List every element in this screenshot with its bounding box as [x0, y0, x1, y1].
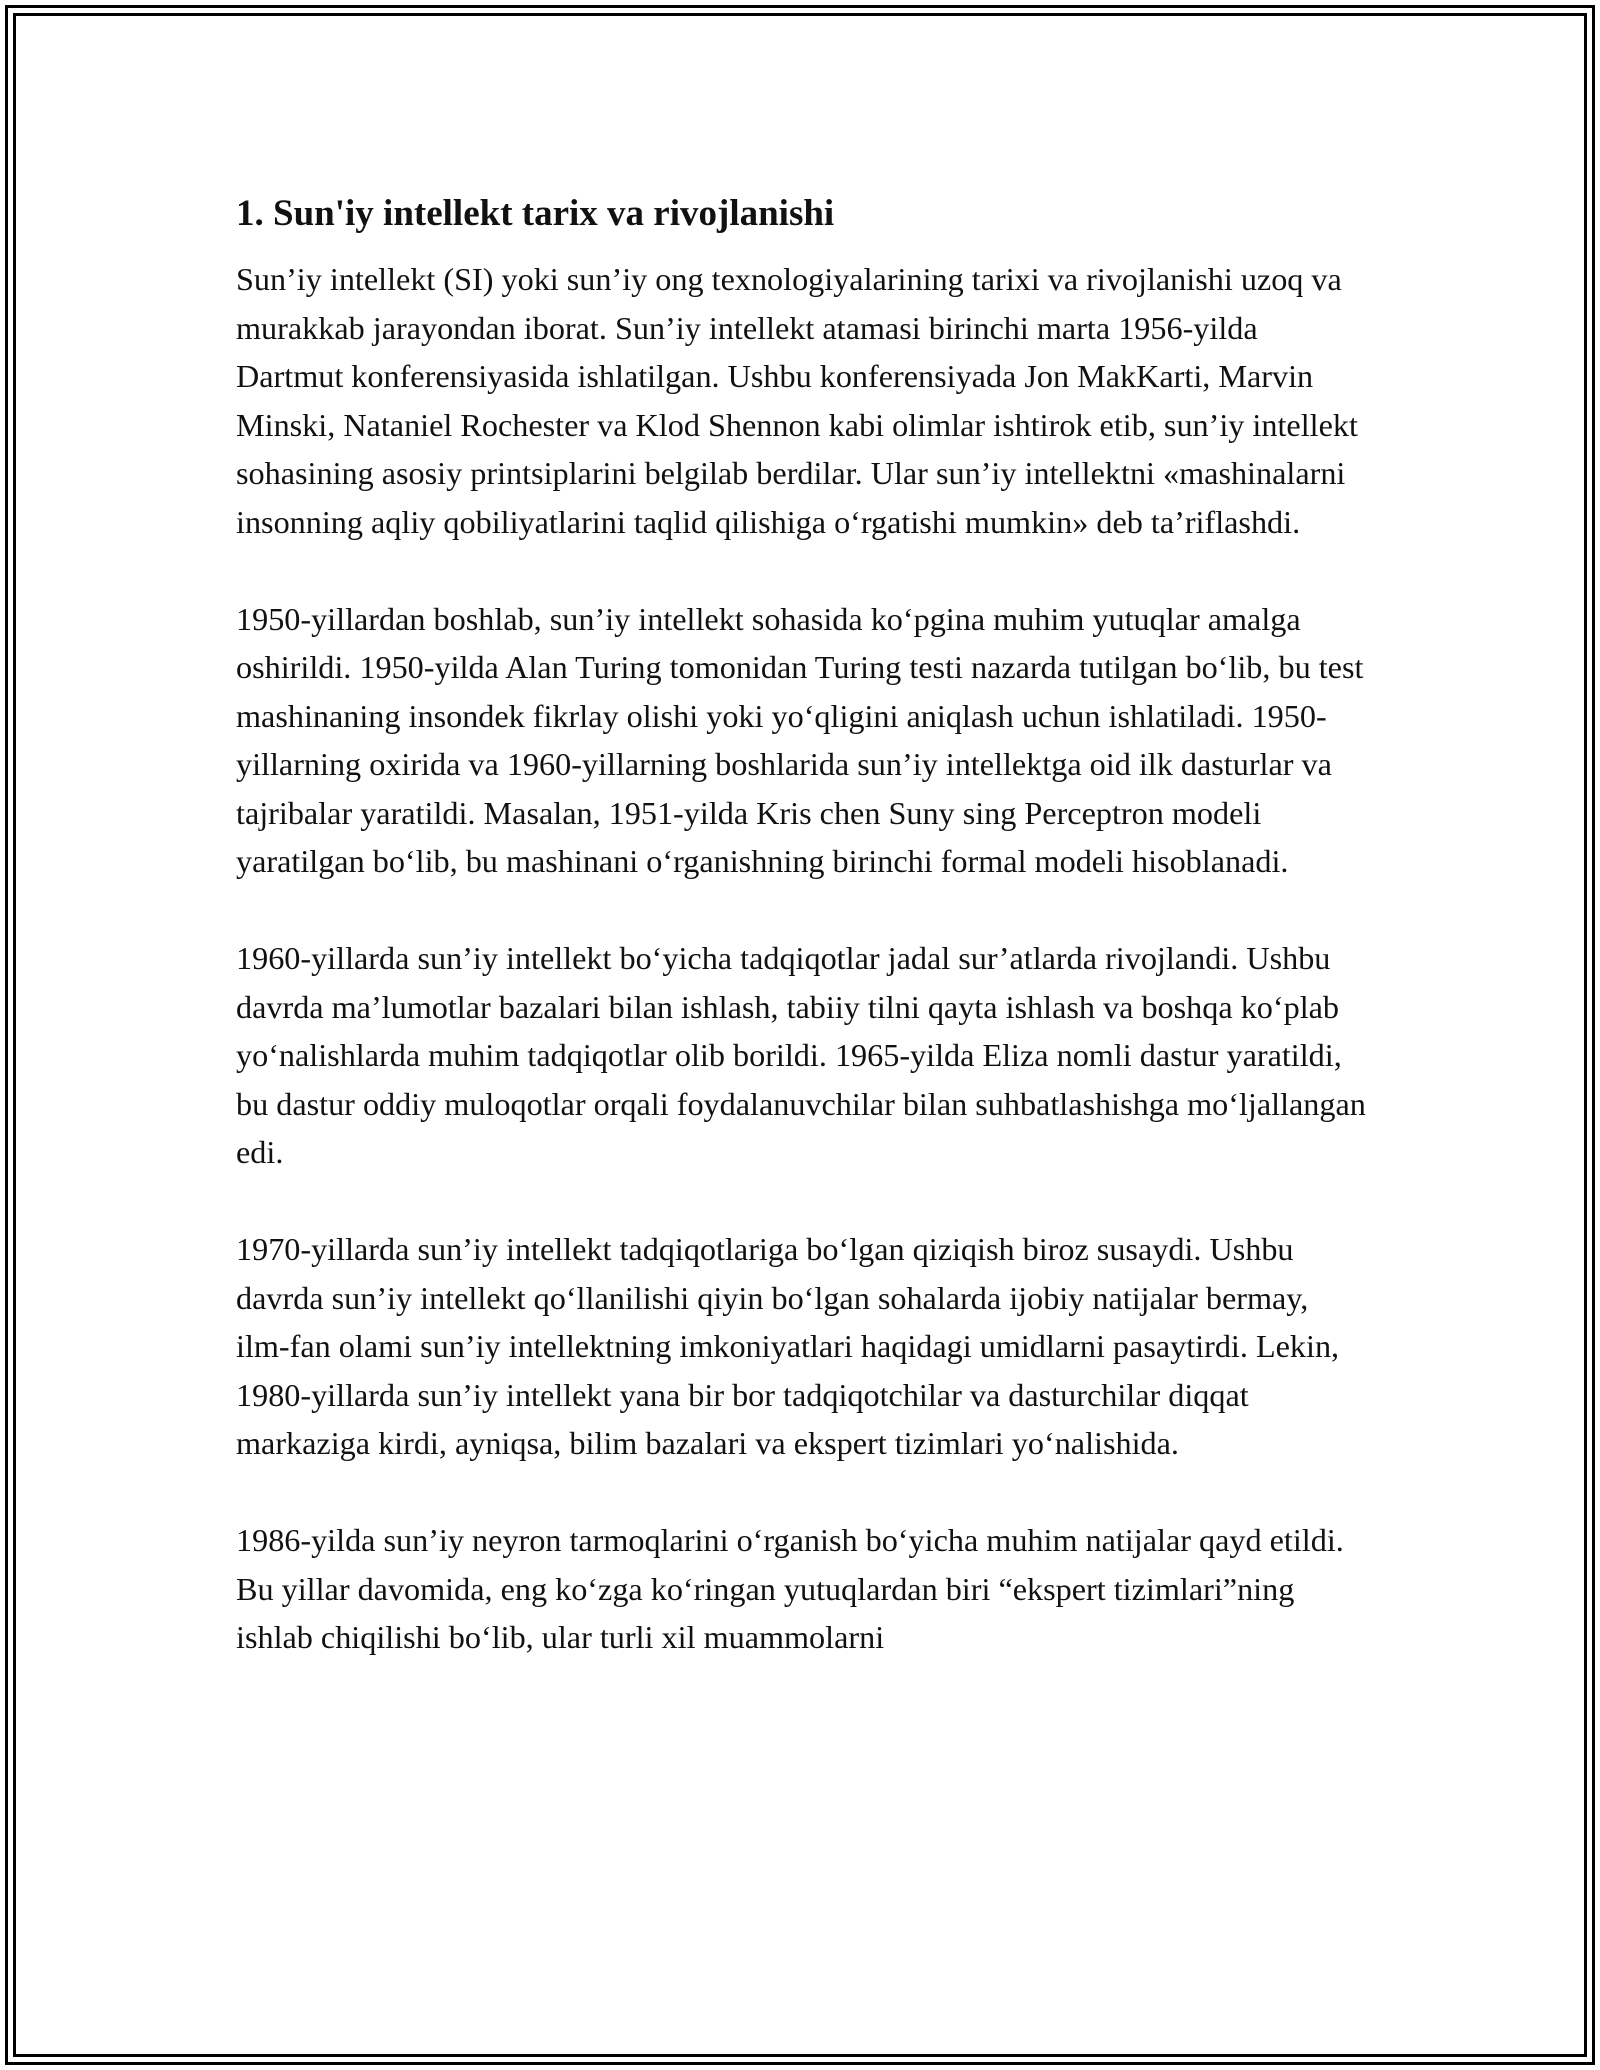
paragraph-2: 1950-yillardan boshlab, sun’iy intellekt sohasida ko‘pgina muhim yutuqlar amalga oshirildi. 1950-yilda Alan Turing tomonidan Turing testi nazarda tutilgan bo‘lib, bu test mashinaning insondek fikrlay olishi yoki yo‘qligini aniqlash uchun ishlatiladi. 1950-yillarning oxirida va 1960-yillarning boshlarida sun’iy intellektga oid ilk dasturlar va tajribalar yaratildi. Masalan, 1951-yilda Kris chen Suny sing Perceptron modeli yaratilgan bo‘lib, bu mashinani o‘rganishning birinchi formal modeli hisoblanadi. [236, 600, 1364, 879]
paragraph-5: 1986-yilda sun’iy neyron tarmoqlarini o‘rganish bo‘yicha muhim natijalar qayd etildi. Bu yillar davomida, eng ko‘zga ko‘ringan yutuqlardan biri “ekspert tizimlari”ning ishlab chiqilishi bo‘lib, ular turli xil muammolarni [236, 1522, 1344, 1655]
paragraph-3: 1960-yillarda sun’iy intellekt bo‘yicha tadqiqotlar jadal sur’atlarda rivojlandi. Ushbu davrda ma’lumotlar bazalari bilan ishlash, tabiiy tilni qayta ishlash va boshqa ko‘plab yo‘nalishlarda muhim tadqiqotlar olib borildi. 1965-yilda Eliza nomli dastur yaratildi, bu dastur oddiy muloqotlar orqali foydalanuvchilar bilan suhbatlashishga mo‘ljallangan edi. [236, 940, 1366, 1170]
paragraph-1: Sun’iy intellekt (SI) yoki sun’iy ong texnologiyalarining tarixi va rivojlanishi uzoq va murakkab jarayondan iborat. Sun’iy intellekt atamasi birinchi marta 1956-yilda Dartmut konferensiyasida ishlatilgan. Ushbu konferensiyada Jon MakKarti, Marvin Minski, Nataniel Rochester va Klod Shennon kabi olimlar ishtirok etib, sun’iy intellekt sohasining asosiy printsiplarini belgilab berdilar. Ular sun’iy intellektni «mashinalarni insonning aqliy qobiliyatlarini taqlid qilishiga o‘rgatishi mumkin» deb ta’riflashdi. [236, 261, 1358, 540]
document-body [236, 185, 1366, 1710]
paragraph-4: 1970-yillarda sun’iy intellekt tadqiqotlariga bo‘lgan qiziqish biroz susaydi. Ushbu davrda sun’iy intellekt qo‘llanilishi qiyin bo‘lgan sohalarda ijobiy natijalar bermay, ilm-fan olami sun’iy intellektning imkoniyatlari haqidagi umidlarni pasaytirdi. Lekin, 1980-yillarda sun’iy intellekt yana bir bor tadqiqotchilar va dasturchilar diqqat markaziga kirdi, ayniqsa, bilim bazalari va ekspert tizimlari yo‘nalishida. [236, 1231, 1340, 1461]
section-heading: 1. Sun'iy intellekt tarix va rivojlanishi [236, 193, 835, 234]
